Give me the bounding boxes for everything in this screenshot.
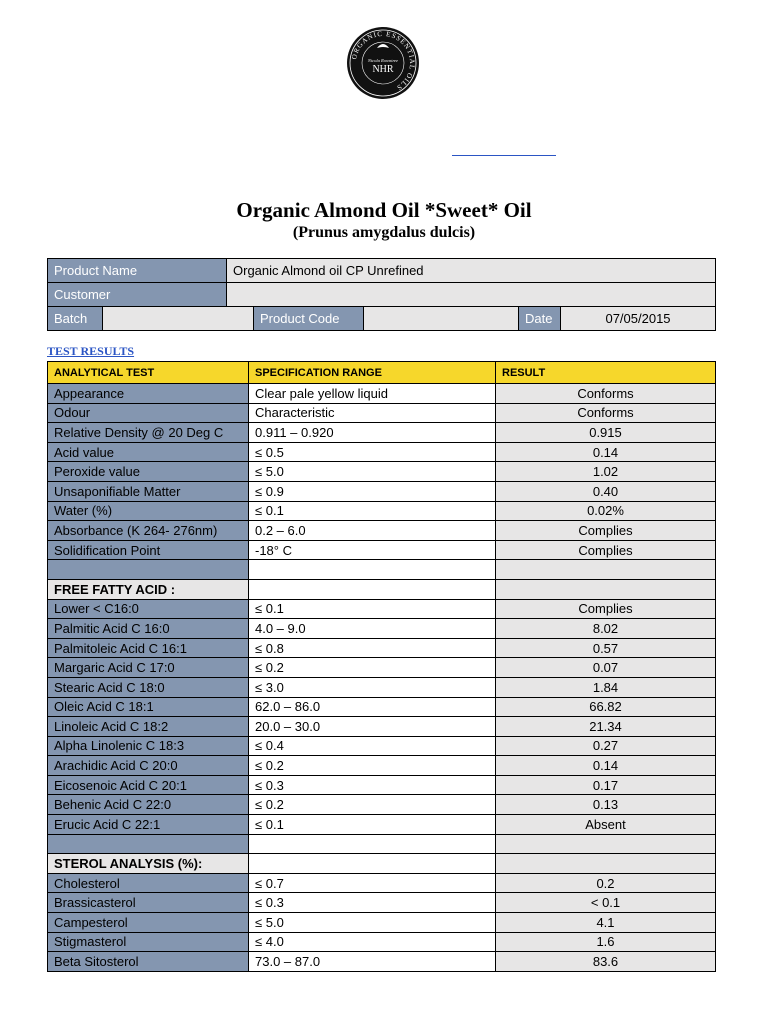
- table-row: [48, 462, 716, 482]
- table-row: [48, 501, 716, 521]
- product-code-label: Product Code: [254, 307, 364, 331]
- table-row: [48, 619, 716, 639]
- result-cell: [496, 834, 716, 854]
- batch-value: [103, 307, 254, 331]
- svg-text:NHR: NHR: [372, 64, 394, 75]
- table-row: [48, 756, 716, 776]
- test-name-cell: Eicosenoic Acid C 20:1: [48, 775, 249, 795]
- svg-text:Nicola Rowntree: Nicola Rowntree: [367, 58, 399, 63]
- product-name-value: Organic Almond oil CP Unrefined: [227, 259, 716, 283]
- document-subtitle: (Prunus amygdalus dulcis): [292, 224, 476, 241]
- customer-value: [227, 283, 716, 307]
- test-name-cell: Cholesterol: [48, 873, 249, 893]
- logo-seal-icon: [346, 26, 420, 100]
- test-name-cell: Absorbance (K 264- 276nm): [48, 521, 249, 541]
- spec-range-cell: Clear pale yellow liquid: [249, 384, 496, 404]
- spec-range-cell: ≤ 0.2: [249, 795, 496, 815]
- table-row: [48, 658, 716, 678]
- header-result: RESULT: [496, 362, 716, 384]
- test-name-cell: [48, 560, 249, 580]
- result-cell: < 0.1: [496, 893, 716, 913]
- table-row: [48, 932, 716, 952]
- spec-range-cell: [249, 854, 496, 874]
- result-cell: 4.1: [496, 913, 716, 933]
- spec-range-cell: ≤ 0.1: [249, 501, 496, 521]
- table-row: [48, 521, 716, 541]
- test-name-cell: Campesterol: [48, 913, 249, 933]
- company-logo: [346, 26, 420, 100]
- result-cell: Conforms: [496, 403, 716, 423]
- test-name-cell: Unsaponifiable Matter: [48, 481, 249, 501]
- spec-range-cell: ≤ 0.1: [249, 599, 496, 619]
- spec-range-cell: [249, 560, 496, 580]
- table-header-row: [48, 362, 716, 384]
- result-cell: 1.02: [496, 462, 716, 482]
- table-row: [48, 540, 716, 560]
- table-row: [48, 403, 716, 423]
- product-info-table: [47, 258, 716, 331]
- test-name-cell: Appearance: [48, 384, 249, 404]
- result-cell: 0.57: [496, 638, 716, 658]
- spec-range-cell: ≤ 0.2: [249, 756, 496, 776]
- result-cell: 0.2: [496, 873, 716, 893]
- product-code-value: [364, 307, 519, 331]
- spec-range-cell: ≤ 5.0: [249, 462, 496, 482]
- result-cell: 0.27: [496, 736, 716, 756]
- spec-range-cell: ≤ 4.0: [249, 932, 496, 952]
- result-cell: 0.14: [496, 442, 716, 462]
- customer-label: Customer: [48, 283, 227, 307]
- spec-range-cell: -18° C: [249, 540, 496, 560]
- result-cell: 21.34: [496, 717, 716, 737]
- spec-range-cell: ≤ 0.3: [249, 775, 496, 795]
- spec-range-cell: ≤ 0.9: [249, 481, 496, 501]
- header-specification-range: SPECIFICATION RANGE: [249, 362, 496, 384]
- table-row: [48, 677, 716, 697]
- result-cell: Complies: [496, 599, 716, 619]
- test-name-cell: Linoleic Acid C 18:2: [48, 717, 249, 737]
- spec-range-cell: 4.0 – 9.0: [249, 619, 496, 639]
- test-name-cell: Stearic Acid C 18:0: [48, 677, 249, 697]
- test-name-cell: FREE FATTY ACID :: [48, 579, 249, 599]
- batch-row: [48, 307, 716, 331]
- table-row: [48, 913, 716, 933]
- result-cell: 66.82: [496, 697, 716, 717]
- table-row: [48, 442, 716, 462]
- spec-range-cell: 62.0 – 86.0: [249, 697, 496, 717]
- table-row: [48, 579, 716, 599]
- date-value: 07/05/2015: [561, 307, 716, 331]
- document-title: Organic Almond Oil *Sweet* Oil: [236, 198, 532, 222]
- test-name-cell: Erucic Acid C 22:1: [48, 815, 249, 835]
- test-name-cell: Odour: [48, 403, 249, 423]
- spec-range-cell: 20.0 – 30.0: [249, 717, 496, 737]
- result-cell: 0.07: [496, 658, 716, 678]
- result-cell: 0.02%: [496, 501, 716, 521]
- spec-range-cell: ≤ 0.8: [249, 638, 496, 658]
- spec-range-cell: 0.2 – 6.0: [249, 521, 496, 541]
- result-cell: 1.6: [496, 932, 716, 952]
- table-row: [48, 815, 716, 835]
- result-cell: 0.915: [496, 423, 716, 443]
- date-label: Date: [519, 307, 561, 331]
- test-name-cell: Alpha Linolenic C 18:3: [48, 736, 249, 756]
- result-cell: 0.14: [496, 756, 716, 776]
- product-name-row: [48, 259, 716, 283]
- spec-range-cell: [249, 579, 496, 599]
- table-row: [48, 599, 716, 619]
- spec-range-cell: ≤ 5.0: [249, 913, 496, 933]
- result-cell: 8.02: [496, 619, 716, 639]
- table-row: [48, 638, 716, 658]
- result-cell: Complies: [496, 540, 716, 560]
- result-cell: 0.40: [496, 481, 716, 501]
- spec-range-cell: ≤ 0.2: [249, 658, 496, 678]
- test-name-cell: Arachidic Acid C 20:0: [48, 756, 249, 776]
- table-row: [48, 854, 716, 874]
- spec-range-cell: 0.911 – 0.920: [249, 423, 496, 443]
- test-name-cell: Water (%): [48, 501, 249, 521]
- spec-range-cell: Characteristic: [249, 403, 496, 423]
- test-name-cell: Palmitic Acid C 16:0: [48, 619, 249, 639]
- test-name-cell: Stigmasterol: [48, 932, 249, 952]
- table-row: [48, 560, 716, 580]
- result-cell: [496, 854, 716, 874]
- spec-range-cell: 73.0 – 87.0: [249, 952, 496, 972]
- spec-range-cell: ≤ 3.0: [249, 677, 496, 697]
- test-name-cell: Solidification Point: [48, 540, 249, 560]
- test-name-cell: [48, 834, 249, 854]
- test-name-cell: Palmitoleic Acid C 16:1: [48, 638, 249, 658]
- test-name-cell: Brassicasterol: [48, 893, 249, 913]
- result-cell: Absent: [496, 815, 716, 835]
- test-name-cell: Lower < C16:0: [48, 599, 249, 619]
- table-row: [48, 775, 716, 795]
- result-cell: 1.84: [496, 677, 716, 697]
- test-name-cell: STEROL ANALYSIS (%):: [48, 854, 249, 874]
- test-results-heading: TEST RESULTS: [47, 344, 135, 358]
- test-name-cell: Behenic Acid C 22:0: [48, 795, 249, 815]
- spec-range-cell: ≤ 0.5: [249, 442, 496, 462]
- table-row: [48, 893, 716, 913]
- customer-row: [48, 283, 716, 307]
- table-row: [48, 384, 716, 404]
- table-row: [48, 834, 716, 854]
- test-name-cell: Margaric Acid C 17:0: [48, 658, 249, 678]
- result-cell: [496, 579, 716, 599]
- result-cell: [496, 560, 716, 580]
- header-analytical-test: ANALYTICAL TEST: [48, 362, 249, 384]
- product-name-label: Product Name: [48, 259, 227, 283]
- table-row: [48, 795, 716, 815]
- table-row: [48, 952, 716, 972]
- result-cell: Conforms: [496, 384, 716, 404]
- table-row: [48, 697, 716, 717]
- spec-range-cell: ≤ 0.1: [249, 815, 496, 835]
- link-underline: [452, 155, 556, 156]
- result-cell: 0.13: [496, 795, 716, 815]
- test-name-cell: Acid value: [48, 442, 249, 462]
- result-cell: 83.6: [496, 952, 716, 972]
- table-row: [48, 873, 716, 893]
- test-name-cell: Beta Sitosterol: [48, 952, 249, 972]
- table-row: [48, 481, 716, 501]
- spec-range-cell: ≤ 0.7: [249, 873, 496, 893]
- spec-range-cell: [249, 834, 496, 854]
- spec-range-cell: ≤ 0.3: [249, 893, 496, 913]
- table-row: [48, 423, 716, 443]
- test-name-cell: Peroxide value: [48, 462, 249, 482]
- table-row: [48, 736, 716, 756]
- batch-label: Batch: [48, 307, 103, 331]
- test-results-table: [47, 361, 716, 972]
- result-cell: 0.17: [496, 775, 716, 795]
- logo-ring-text: ORGANIC ESSENTIAL OILS: [350, 29, 417, 92]
- test-name-cell: Relative Density @ 20 Deg C: [48, 423, 249, 443]
- test-name-cell: Oleic Acid C 18:1: [48, 697, 249, 717]
- table-row: [48, 717, 716, 737]
- spec-range-cell: ≤ 0.4: [249, 736, 496, 756]
- result-cell: Complies: [496, 521, 716, 541]
